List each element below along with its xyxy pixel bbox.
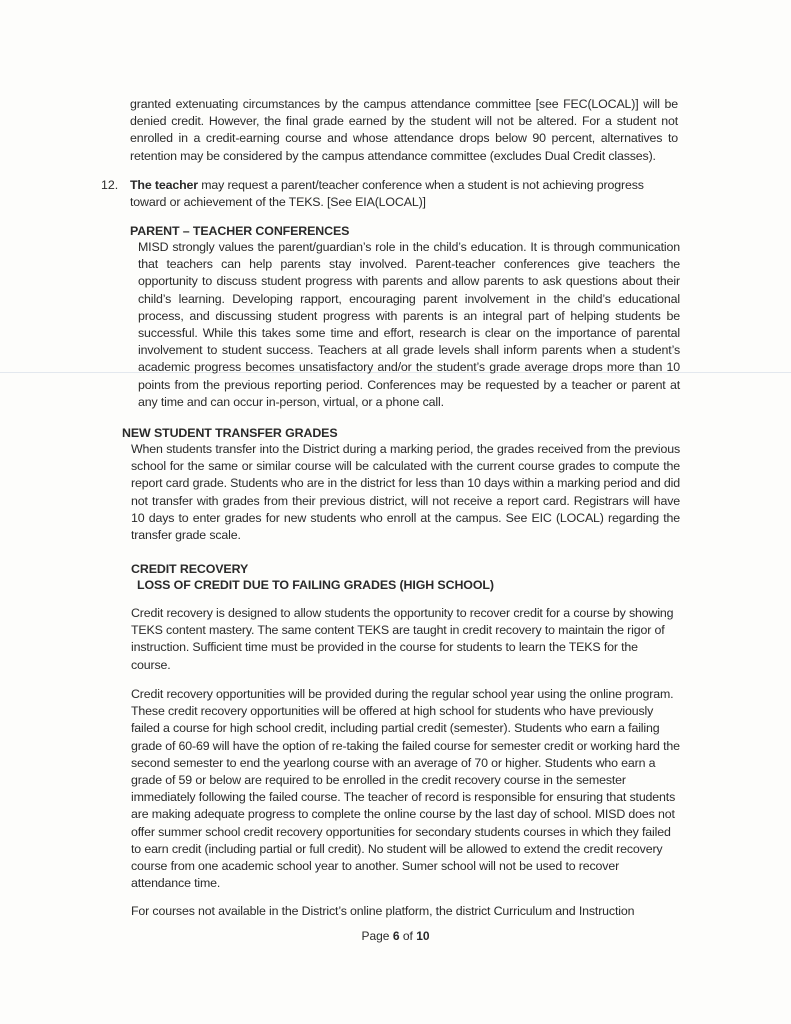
list-number-12: 12. bbox=[101, 178, 119, 192]
intro-paragraph: granted extenuating circumstances by the campus attendance committee [see FEC(LOCAL)] will be denied credit. However, the final grade earned by the student will not be altered. For a student not enrolled in a credit-earning course and whose attendance drops below 90 percent, alternatives to retention may be considered by the campus attendance committee (excludes Dual Credit classes). bbox=[130, 97, 678, 163]
page-current: 6 bbox=[392, 929, 400, 943]
transfer-heading: NEW STUDENT TRANSFER GRADES bbox=[122, 426, 338, 440]
list-item-12-text: may request a parent/teacher conference when a student is not achieving progress toward or achievement of the TEKS. [See EIA(LOCAL)] bbox=[130, 178, 644, 210]
page-of: of bbox=[399, 929, 417, 943]
credit-recovery-para-2: Credit recovery opportunities will be provided during the regular school year using the online program. These credit recovery opportunities will be offered at high school for students who have previously failed a course for high school credit, including partial credit (semester). Students who earn a failing grade of 60-69 will have the option of re-taking the failed course for semester credit or working hard the second semester to end the yearlong course with an average of 70 or higher. Students who earn a grade of 59 or below are required to be enrolled in the credit recovery course in the semester immediately following the failed course. The teacher of record is responsible for ensuring that students are making adequate progress to complete the online course by the last day of school. MISD does not offer summer school credit recovery opportunities for secondary students courses in which they failed to earn credit (including partial or full credit). No student will be allowed to extend the credit recovery course from one academic school year to another. Sumer school will not be used to recover attendance time. bbox=[131, 687, 680, 891]
page-label: Page bbox=[361, 929, 393, 943]
credit-recovery-para-1: Credit recovery is designed to allow students the opportunity to recover credit for a course by showing TEKS content mastery. The same content TEKS are taught in credit recovery to maintain the rigor of instruction. Sufficient time must be provided in the course for students to learn the TEKS for the course. bbox=[131, 606, 674, 672]
list-item-12 bbox=[130, 177, 678, 211]
conferences-body: MISD strongly values the parent/guardian’s role in the child’s education. It is through communication that teachers can help parents stay involved. Parent-teacher conferences give teachers the opportunity to discuss student progress with parents and allow parents to ask questions about their child’s learning. Developing rapport, encouraging parent involvement in the child’s educational process, and discussing student progress with parents is an integral part of helping students be successful. While this takes some time and effort, research is clear on the importance of parental involvement to student success. Teachers at all grade levels shall inform parents when a student’s academic progress becomes unsatisfactory and/or the student’s grade average drops more than 10 points from the previous reporting period. Conferences may be requested by a teacher or parent at any time and can occur in-person, virtual, or a phone call. bbox=[138, 240, 680, 409]
credit-recovery-heading: CREDIT RECOVERY bbox=[131, 562, 249, 576]
transfer-body: When students transfer into the District during a marking period, the grades received from the previous school for the same or similar course will be calculated with the current course grades to compute the report card grade. Students who are in the district for less than 10 days within a marking period and did not transfer with grades from their previous district, will not receive a report card. Registrars will have 10 days to enter grades for new students who enroll at the campus. See EIC (LOCAL) regarding the transfer grade scale. bbox=[131, 442, 680, 543]
list-item-12-lead: The teacher bbox=[130, 178, 198, 192]
credit-recovery-para-3: For courses not available in the District’s online platform, the district Curriculum and Instruction bbox=[131, 904, 635, 918]
conferences-heading: PARENT – TEACHER CONFERENCES bbox=[130, 224, 350, 238]
page-total: 10 bbox=[416, 929, 430, 943]
credit-recovery-subheading: LOSS OF CREDIT DUE TO FAILING GRADES (HIGH SCHOOL) bbox=[137, 578, 494, 592]
page-footer bbox=[0, 929, 791, 943]
